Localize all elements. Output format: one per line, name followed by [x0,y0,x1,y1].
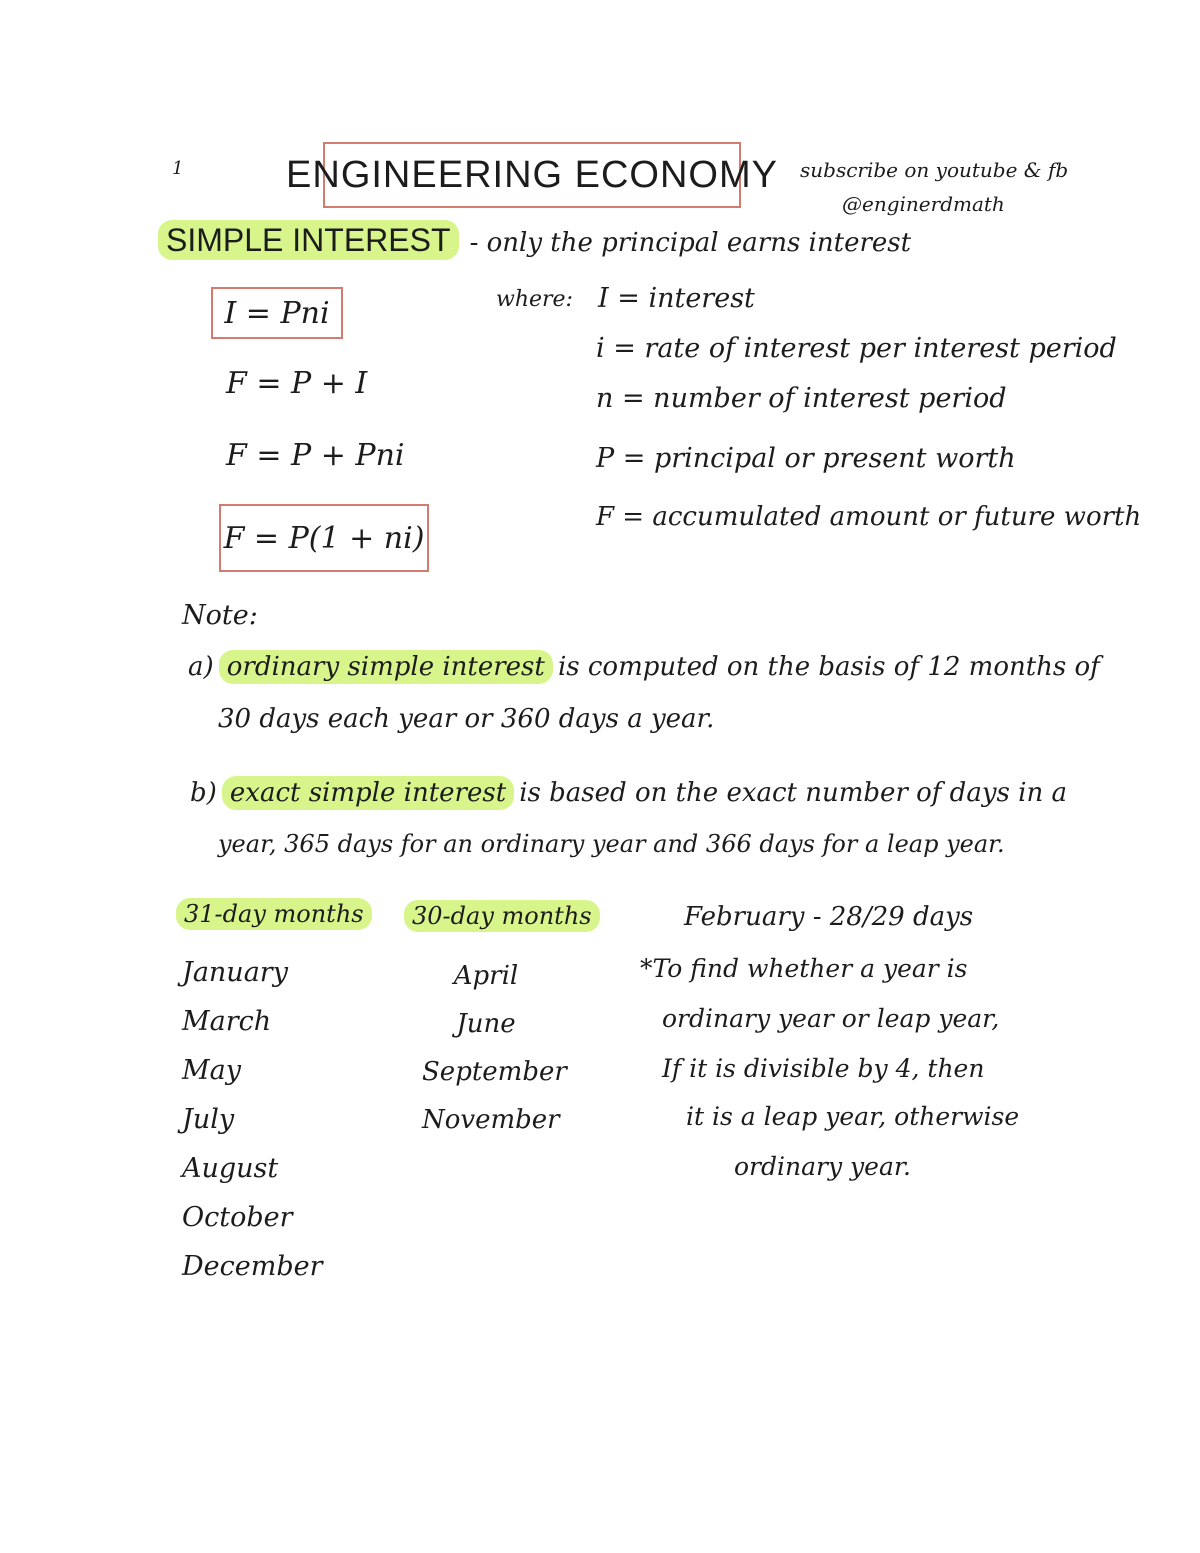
february-note: February - 28/29 days [684,902,974,932]
month-30-item: November [422,1105,560,1135]
definition-interest: I = interest [598,283,755,314]
leap-rule-line-2: ordinary year or leap year, [662,1004,1000,1033]
month-30-item: June [456,1009,516,1039]
month-31-item: July [182,1104,235,1135]
leap-rule-line-1: *To find whether a year is [640,954,968,983]
credit-line-1: subscribe on youtube & fb [800,158,1069,182]
formula-simple-interest: I = Pni [211,287,343,339]
definition-future-worth: F = accumulated amount or future worth [596,502,1142,532]
month-30-list [422,952,567,1144]
note-label: Note: [182,600,258,631]
note-b-line-2: year, 365 days for an ordinary year and 366 days for a leap year. [218,830,1005,858]
month-31-item: May [182,1055,241,1086]
credit-line-2: @enginerdmath [842,192,1005,216]
months-30-heading: 30-day months [404,900,600,932]
exact-simple-interest-term: exact simple interest [222,776,514,810]
formula-future-worth-2: F = P + Pni [226,438,405,473]
month-31-item: January [182,957,288,988]
where-label: where: [496,287,573,312]
definition-principal: P = principal or present worth [596,443,1016,474]
month-30-item: September [422,1057,567,1087]
title-text: ENGINEERING ECONOMY [286,153,778,196]
formula-future-worth-final: F = P(1 + ni) [219,504,429,572]
note-a-line-2: 30 days each year or 360 days a year. [218,704,715,734]
month-31-item: March [182,1006,272,1037]
note-a-line-1 [188,652,1100,682]
simple-interest-definition: - only the principal earns interest [469,228,912,258]
section-heading [158,222,911,259]
month-31-list [182,948,323,1291]
definition-periods: n = number of interest period [596,383,1007,414]
simple-interest-term: SIMPLE INTEREST [158,220,459,260]
note-b-prefix: b) [190,778,217,808]
definition-rate: i = rate of interest per interest period [596,333,1117,364]
leap-rule-line-4: it is a leap year, otherwise [686,1102,1020,1131]
note-b-text-1: is based on the exact number of days in a [519,778,1067,808]
ordinary-simple-interest-term: ordinary simple interest [219,650,553,684]
note-b-line-1 [190,778,1067,808]
page-number: 1 [172,158,184,179]
leap-rule-line-5: ordinary year. [734,1152,912,1181]
month-31-item: December [182,1251,323,1282]
months-31-heading: 31-day months [176,898,372,930]
month-30-item: April [453,961,519,991]
month-31-item: October [182,1202,293,1233]
month-31-item: August [182,1153,279,1184]
page-title [286,142,778,208]
leap-rule-line-3: If it is divisible by 4, then [662,1054,985,1083]
note-a-prefix: a) [188,652,214,682]
note-a-text-1: is computed on the basis of 12 months of [557,652,1100,682]
formula-future-worth-1: F = P + I [226,366,368,401]
